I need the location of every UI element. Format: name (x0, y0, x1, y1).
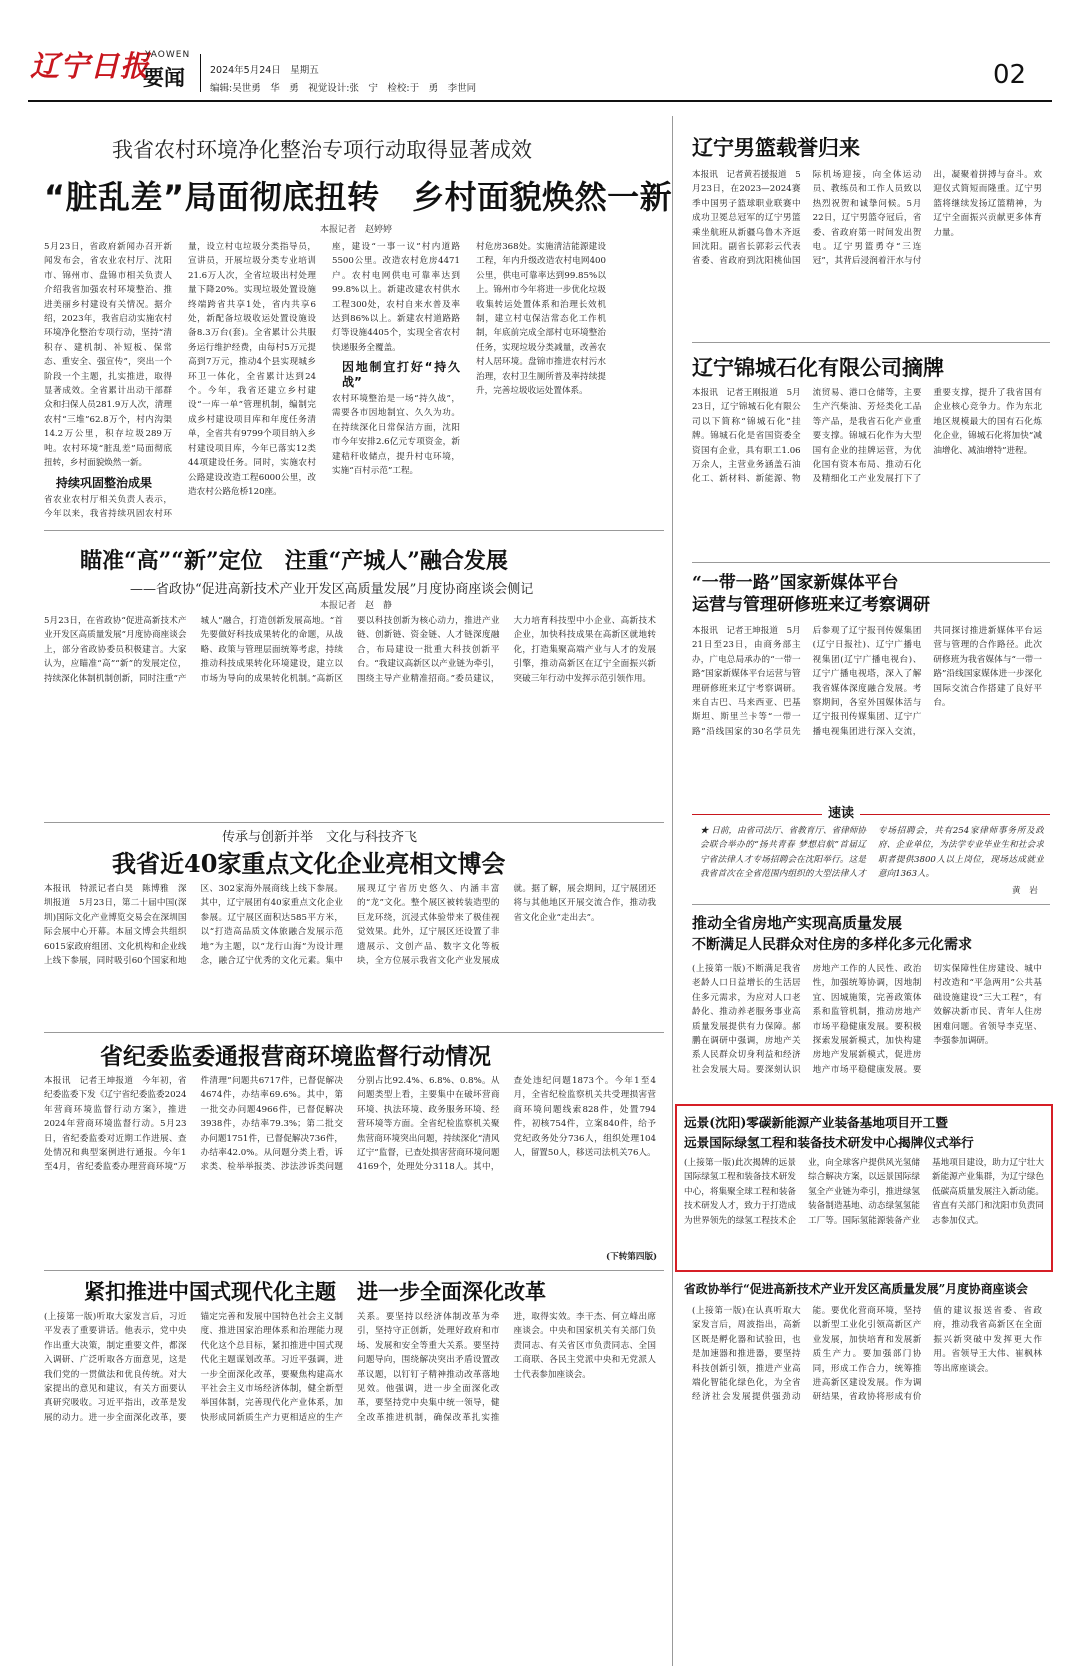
article-byline: 本报记者 赵婷婷 (320, 225, 393, 235)
section-label-cn: 要闻 (143, 66, 185, 90)
article-headline: “一带一路”国家新媒体平台 运营与管理研修班来辽考察调研 (692, 573, 930, 615)
article-headline: 瞄准“高”“新”定位 注重“产城人”融合发展 (80, 548, 508, 574)
article-body: 本报讯 记者王坤报道 5月21日至23日，由商务部主办，广电总局承办的“一带一路”国家新媒体平台运营与管理研修班来辽宁考察调研。来自古巴、马来西亚、巴基斯坦、斯里兰卡等“一带一路”沿线国家的30名学员先后参观了辽宁报刊传媒集团(辽宁日报社)、辽宁广播电视集团(辽宁广播电视台)、辽宁广播电视塔，深入了解我省媒体深度融合发展。考察期间，各室外国媒体活与辽宁报刊传媒集团、辽宁广播电视集团进行深入交流，共同探讨推进新媒体平台运营与管理的合作路径。此次研修班为我省媒体与“一带一路”沿线国家媒体进一步深化国际交流合作搭建了良好平台。 (692, 626, 1042, 737)
page-number: 02 (993, 60, 1027, 90)
column-divider (672, 116, 673, 1666)
quick-read-box (692, 800, 1050, 900)
section-rule (44, 1032, 664, 1033)
issue-date: 2024年5月24日 星期五 (210, 65, 319, 76)
article-column: 量，设立村屯垃圾分类指导员，宣讲员，开展垃圾分类专业培训21.6万人次，全省垃圾出村处理量下降20%。实现垃圾处置设施终端跨省共享1处，省内共享6处，新配备垃圾收运处置设施设备8.3万台(套)。全省累计公共服务运行维护经费，由每村5万元提高到7万元，推动4个县实现城乡环卫一体化，全省累计达到24个。今年，我省还建立乡村建设“一库一单”管理机制，编制完成乡村建设项目库和年度任务清单，全省共有9799个项目纳入乡村建设项目库，今年已落实12类44项建设任务。同时，实施农村公路建设改造工程6000公里，改造农村公路危桥120座。 (188, 242, 316, 497)
subheading: 因地制宜打好“持久战” (342, 360, 460, 389)
article-headline: 辽宁锦城石化有限公司摘牌 (692, 355, 944, 380)
article-headline: 我省近40家重点文化企业亮相文博会 (112, 849, 506, 878)
article-headline: 推动全省房地产实现高质量发展 (692, 914, 903, 932)
masthead-rule (28, 100, 1052, 102)
article-headline: 紧扣推进中国式现代化主题 进一步全面深化改革 (84, 1279, 546, 1304)
article-body: (上接第一版)在认真听取大家发言后，周波指出，高新区既是孵化器和试验田，也是加速器和推进器，要坚持科技创新引领，推进产业高端化智能化绿色化，为全省经济社会发展提供强劲动能。要优化营商环境，坚持以新型工业化引领高新区产业发展，加快培育和发展新质生产力。要加强部门协同，形成工作合力，统筹推进高新区建设发展。作为调研结果，省政协将形成有价值的建议报送省委、省政府，推动我省高新区在全面振兴新突破中发挥更大作用。省领导王大伟、崔枫林等出席座谈会。 (692, 1306, 1042, 1403)
article-column (332, 240, 460, 520)
paragraph: 省农业农村厅相关负责人表示，今年以来，我省持续巩固农村环 (44, 494, 172, 520)
quick-read-label: 速读 (822, 802, 860, 821)
article-subheadline: ——省政协“促进高新技术产业开发区高质量发展”月度协商座谈会侧记 (130, 582, 534, 597)
section-rule (692, 342, 1050, 343)
article-column: 村危房368处。实施清洁能源建设工程，年内升级改造农村电网400公里，供电可靠率达到99.85%以上。锦州市今年将进一步优化垃圾收集转运处置体系和治理长效机制，建立村屯保洁常态化工作机制，年底前完成全部村屯环境整治任务，实现垃圾分类减量，改善农村人居环境。盘锦市推进农村污水治理，农村卫生厕所普及率持续提升，完善垃圾收运处置体系。 (476, 242, 606, 397)
continued-note: (下转第四版) (606, 1252, 658, 1262)
masthead (0, 0, 1080, 100)
paragraph: 5月23日，省政府新闻办召开新闻发布会，省农业农村厅、沈阳市、锦州市、盘锦市相关负责人介绍我省加强农村环境整治、推进美丽乡村建设有关情况。据介绍，2023年，我省启动实施农村环境净化整治专项行动，坚持“清积存、建机制、补短板、保常态、重安全、强宣传”，突出一个阶段一个主题，扎实推进，取得显著成效。全省累计出动干部群众和扫保人员281.9万人次，清理农村“三堆”62.8万个，村内沟渠14.2万公里，积存垃圾289万吨。农村环境“脏乱差”局面彻底扭转，乡村面貌焕然一新。 (44, 242, 172, 469)
quick-read-text: ★ 日前，由省司法厅、省教育厅、省律师协会联合举办的“扬共青春 梦想启航”首届辽宁省法律人才专场招聘会在沈阳举行。这是我省首次在全省范围内组织的大型法律人才专场招聘会，共有254家律师事务所及政府、企业单位，为法学专业毕业生和社会求职者提供3800人以上岗位，现场达成就业意向1363人。 (700, 826, 1044, 880)
article-body: 本报讯 记者王刚报道 5月23日，辽宁锦城石化有限公司以下简称“锦城石化”挂牌。锦城石化是省国资委全资国有企业，具有职工1.06万余人，主营业务涵盖石油化工、新材料、新能源、物流贸易、港口仓储等，主要生产汽柴油、芳烃类化工品等产品，是我省石化产业重要支撑。锦城石化作为大型国有企业的挂牌运营，为优化国有资本布局、推动石化及精细化工产业发展打下了重要支撑，提升了我省国有企业核心竞争力。作为东北地区规模最大的国有石化炼化企业，锦城石化将加快“减油增化、减油增特”进程。 (692, 388, 1042, 485)
article-body: 本报讯 记者王坤报道 今年初，省纪委监委下发《辽宁省纪委监委2024年营商环境监督行动方案》，推进2024年营商环境监督行动。5月23日，省纪委监委对近期工作进展、查处情况和典型案例进行通报。今年1至4月，省纪委监委办理营商环境“万件清理”问题共6717件，已督促解决4674件，办结率69.6%。其中，第一批交办问题4966件，已督促解决3938件，办结率79.3%；第二批交办问题1751件，已督促解决736件，办结率42.0%。从问题分类上看，诉求类、检举举报类、涉法涉诉类问题分别占比92.4%、6.8%、0.8%。从问题类型上看，主要集中在破坏营商环境、执法环境、政务服务环境、经营环境等方面。全省纪检监察机关聚焦营商环境突出问题，持续深化“清风辽宁”监督，已查处损害营商环境问题4169个，处理处分3118人。其中，查处违纪问题1873个。今年1至4月，全省纪检监察机关共受理损害营商环境问题线索828件，处置794件，初核754件，立案840件，给予党纪政务处分736人，组织处理104人，留置50人，移送司法机关76人。 (44, 1076, 656, 1173)
article-body: 本报讯 记者黄若援报道 5月23日，在2023—2024赛季中国男子篮球职业联赛中成功卫冕总冠军的辽宁男篮乘坐航班从新疆乌鲁木齐返回沈阳。副省长郭彩云代表省委、省政府到沈阳桃仙国际机场迎接，向全体运动员、教练员和工作人员致以热烈祝贺和诚挚问候。5月22日，辽宁男篮夺冠后，省委、省政府第一时间发出贺电。辽宁男篮勇夺“三连冠”，其背后浸润着汗水与付出，凝聚着拼搏与奋斗。欢迎仪式简短而隆重。辽宁男篮将继续发扬辽篮精神，为辽宁全面振兴贡献更多体育力量。 (692, 170, 1042, 267)
quick-read-underline (692, 814, 1050, 815)
article-body: (上接第一版)此次揭牌的远景国际绿氢工程和装备技术研发中心，将集聚全球工程和装备技术研发人才，致力于打造成为世界领先的绿氢工程技术企业，向全球客户提供风光氢储综合解决方案，以远景国际绿氢全产业链为牵引，推进绿氢装备制造基地、动态绿氢氢能工厂等。国际氢能源装备产业基地项目建设，助力辽宁壮大新能源产业集群，为辽宁绿色低碳高质量发展注入新动能。省直有关部门和沈阳市负责同志参加仪式。 (684, 1158, 1044, 1226)
section-rule (44, 822, 664, 823)
section-rule (44, 530, 664, 531)
article-headline: 省纪委监委通报营商环境监督行动情况 (100, 1043, 491, 1070)
article-body: 5月23日，在省政协“促进高新技术产业开发区高质量发展”月度协商座谈会上，部分省政协委员积极建言。大家认为，应瞄准“高”“新”的发展定位，持续深化体制机制创新，同时注重“产城人”融合，打造创新发展高地。“首先要做好科技成果转化的命题，从战略、政策与管理层面统筹考虑，持续推动科技成果转化环境建设，建立以市场为导向的成果转化机制。”高新区要以科技创新为核心动力，推进产业链、创新链、资金链、人才链深度融合，布局建设一批重大科技创新平台。“我建议高新区以产业链为牵引，围绕主导产业精准招商。”委员建议，大力培育科技型中小企业、高新技术企业，加快科技成果在高新区就地转化，打造集聚高端产业与人才的发展引擎，推动高新区在辽宁全面振兴新突破三年行动中发挥示范引领作用。 (44, 616, 656, 684)
article-kicker: 我省农村环境净化整治专项行动取得显著成效 (112, 138, 532, 162)
section-rule (692, 904, 1050, 905)
article-headline: 远景(沈阳)零碳新能源产业装备基地项目开工暨 (684, 1115, 948, 1130)
article-headline: “脏乱差”局面彻底扭转 乡村面貌焕然一新 (44, 178, 673, 216)
editor-credits: 编辑:吴世勇 华 勇 视觉设计:张 宁 检校:于 勇 李世同 (210, 83, 477, 94)
quick-read-author: 黄 岩 (1012, 886, 1038, 896)
article-headline: 不断满足人民群众对住房的多样化多元化需求 (692, 937, 972, 953)
article-byline: 本报记者 赵 静 (320, 601, 393, 611)
section-rule (44, 1270, 664, 1271)
article-headline: 辽宁男篮载誉归来 (692, 135, 860, 160)
article-body: (上接第一版)听取大家发言后，习近平发表了重要讲话。他表示，党中央作出重大决策，制定重要文件，都深入调研、广泛听取各方面意见，这是我们党的一贯做法和优良传统。对大家提出的意见和建议，有关方面要认真研究吸收。习近平指出，改革是发展的动力。进一步全面深化改革，要锚定完善和发展中国特色社会主义制度、推进国家治理体系和治理能力现代化这个总目标，紧扣推进中国式现代化主题谋划改革。习近平强调，进一步全面深化改革，要聚焦构建高水平社会主义市场经济体制，健全新型举国体制，完善现代化产业体系，加快形成同新质生产力更相适应的生产关系。要坚持以经济体制改革为牵引，坚持守正创新，处理好政府和市场、发展和安全等重大关系。要坚持问题导向，围绕解决突出矛盾设置改革议题，以钉钉子精神推动改革落地见效。他强调，进一步全面深化改革，要坚持党中央集中统一领导，健全改革推进机制，确保改革扎实推进，取得实效。李干杰、何立峰出席座谈会。中央和国家机关有关部门负责同志、有关省区市负责同志、全国工商联、各民主党派中央和无党派人士代表参加座谈会。 (44, 1312, 656, 1423)
section-label-en: YAOWEN (145, 50, 191, 60)
section-rule (692, 562, 1050, 563)
section-divider (200, 54, 201, 92)
article-body: (上接第一版)不断满足我省老龄人口日益增长的生活居住多元需求，为应对人口老龄化、推动养老服务事业高质量发展提供有力保障。郝鹏在调研中强调，房地产关系人民群众切身利益和经济社会发展大局。要深刻认识房地产工作的人民性、政治性，加强统筹协调，因地制宜、因城施策，完善政策体系和监管机制，推动房地产市场平稳健康发展。要积极探索发展新模式，加快构建房地产发展新模式，促进房地产市场平稳健康发展。要切实保障性住房建设、城中村改造和“平急两用”公共基础设施建设“三大工程”，有效解决新市民、青年人住房困难问题。省领导李克坚、李强参加调研。 (692, 964, 1042, 1075)
newspaper-logo: 辽宁日报 (30, 49, 151, 83)
article-column (44, 240, 172, 520)
article-body: 本报讯 特派记者白昊 陈博雅 深圳报道 5月23日，第二十届中国(深圳)国际文化产业博览交易会在深圳国际会展中心开幕。本届文博会共组织6015家政府组团、文化机构和企业线上线下参展，同时吸引60个国家和地区、302家海外展商线上线下参展。其中，辽宁展团有40家重点文化企业参展。辽宁展区面积达585平方米，以“打造高品质文体旅融合发展示范地”为主题，以“龙行山海”为设计理念，融合辽宁优秀的文化元素。集中展现辽宁省历史悠久、内涵丰富的“龙”文化。整个展区被转装造型的巨龙环绕，沉浸式体验带来了极佳视觉效果。此外，辽宁展区还设置了非遗展示、文创产品、数字文化等板块，全方位展示我省文化产业发展成就。据了解，展会期间，辽宁展团还将与其他地区开展交流合作，推动我省文化企业“走出去”。 (44, 884, 656, 967)
article-headline: 远景国际绿氢工程和装备技术研发中心揭牌仪式举行 (684, 1135, 974, 1150)
paragraph: 农村环境整治是一场“持久战”，需要各市因地制宜、久久为功。在持续深化日常保洁方面，沈阳市今年安排2.6亿元专项资金，新建秸秆收储点，提升村屯环境，实施“百村示范”工程。 (332, 394, 460, 477)
article-kicker: 传承与创新并举 文化与科技齐飞 (222, 830, 418, 845)
paragraph: 座，建设“一事一议”村内道路5500公里。改造农村危房4471户。农村电网供电可靠率达到99.8%以上。新建改建农村供水工程300处，农村自来水普及率达到86%以上。新建农村道路路灯等设施4405个，实现全省农村快递服务全覆盖。 (332, 242, 460, 353)
subheading: 持续巩固整治成果 (56, 475, 153, 490)
article-headline: 省政协举行“促进高新技术产业开发区高质量发展”月度协商座谈会 (684, 1282, 1028, 1296)
